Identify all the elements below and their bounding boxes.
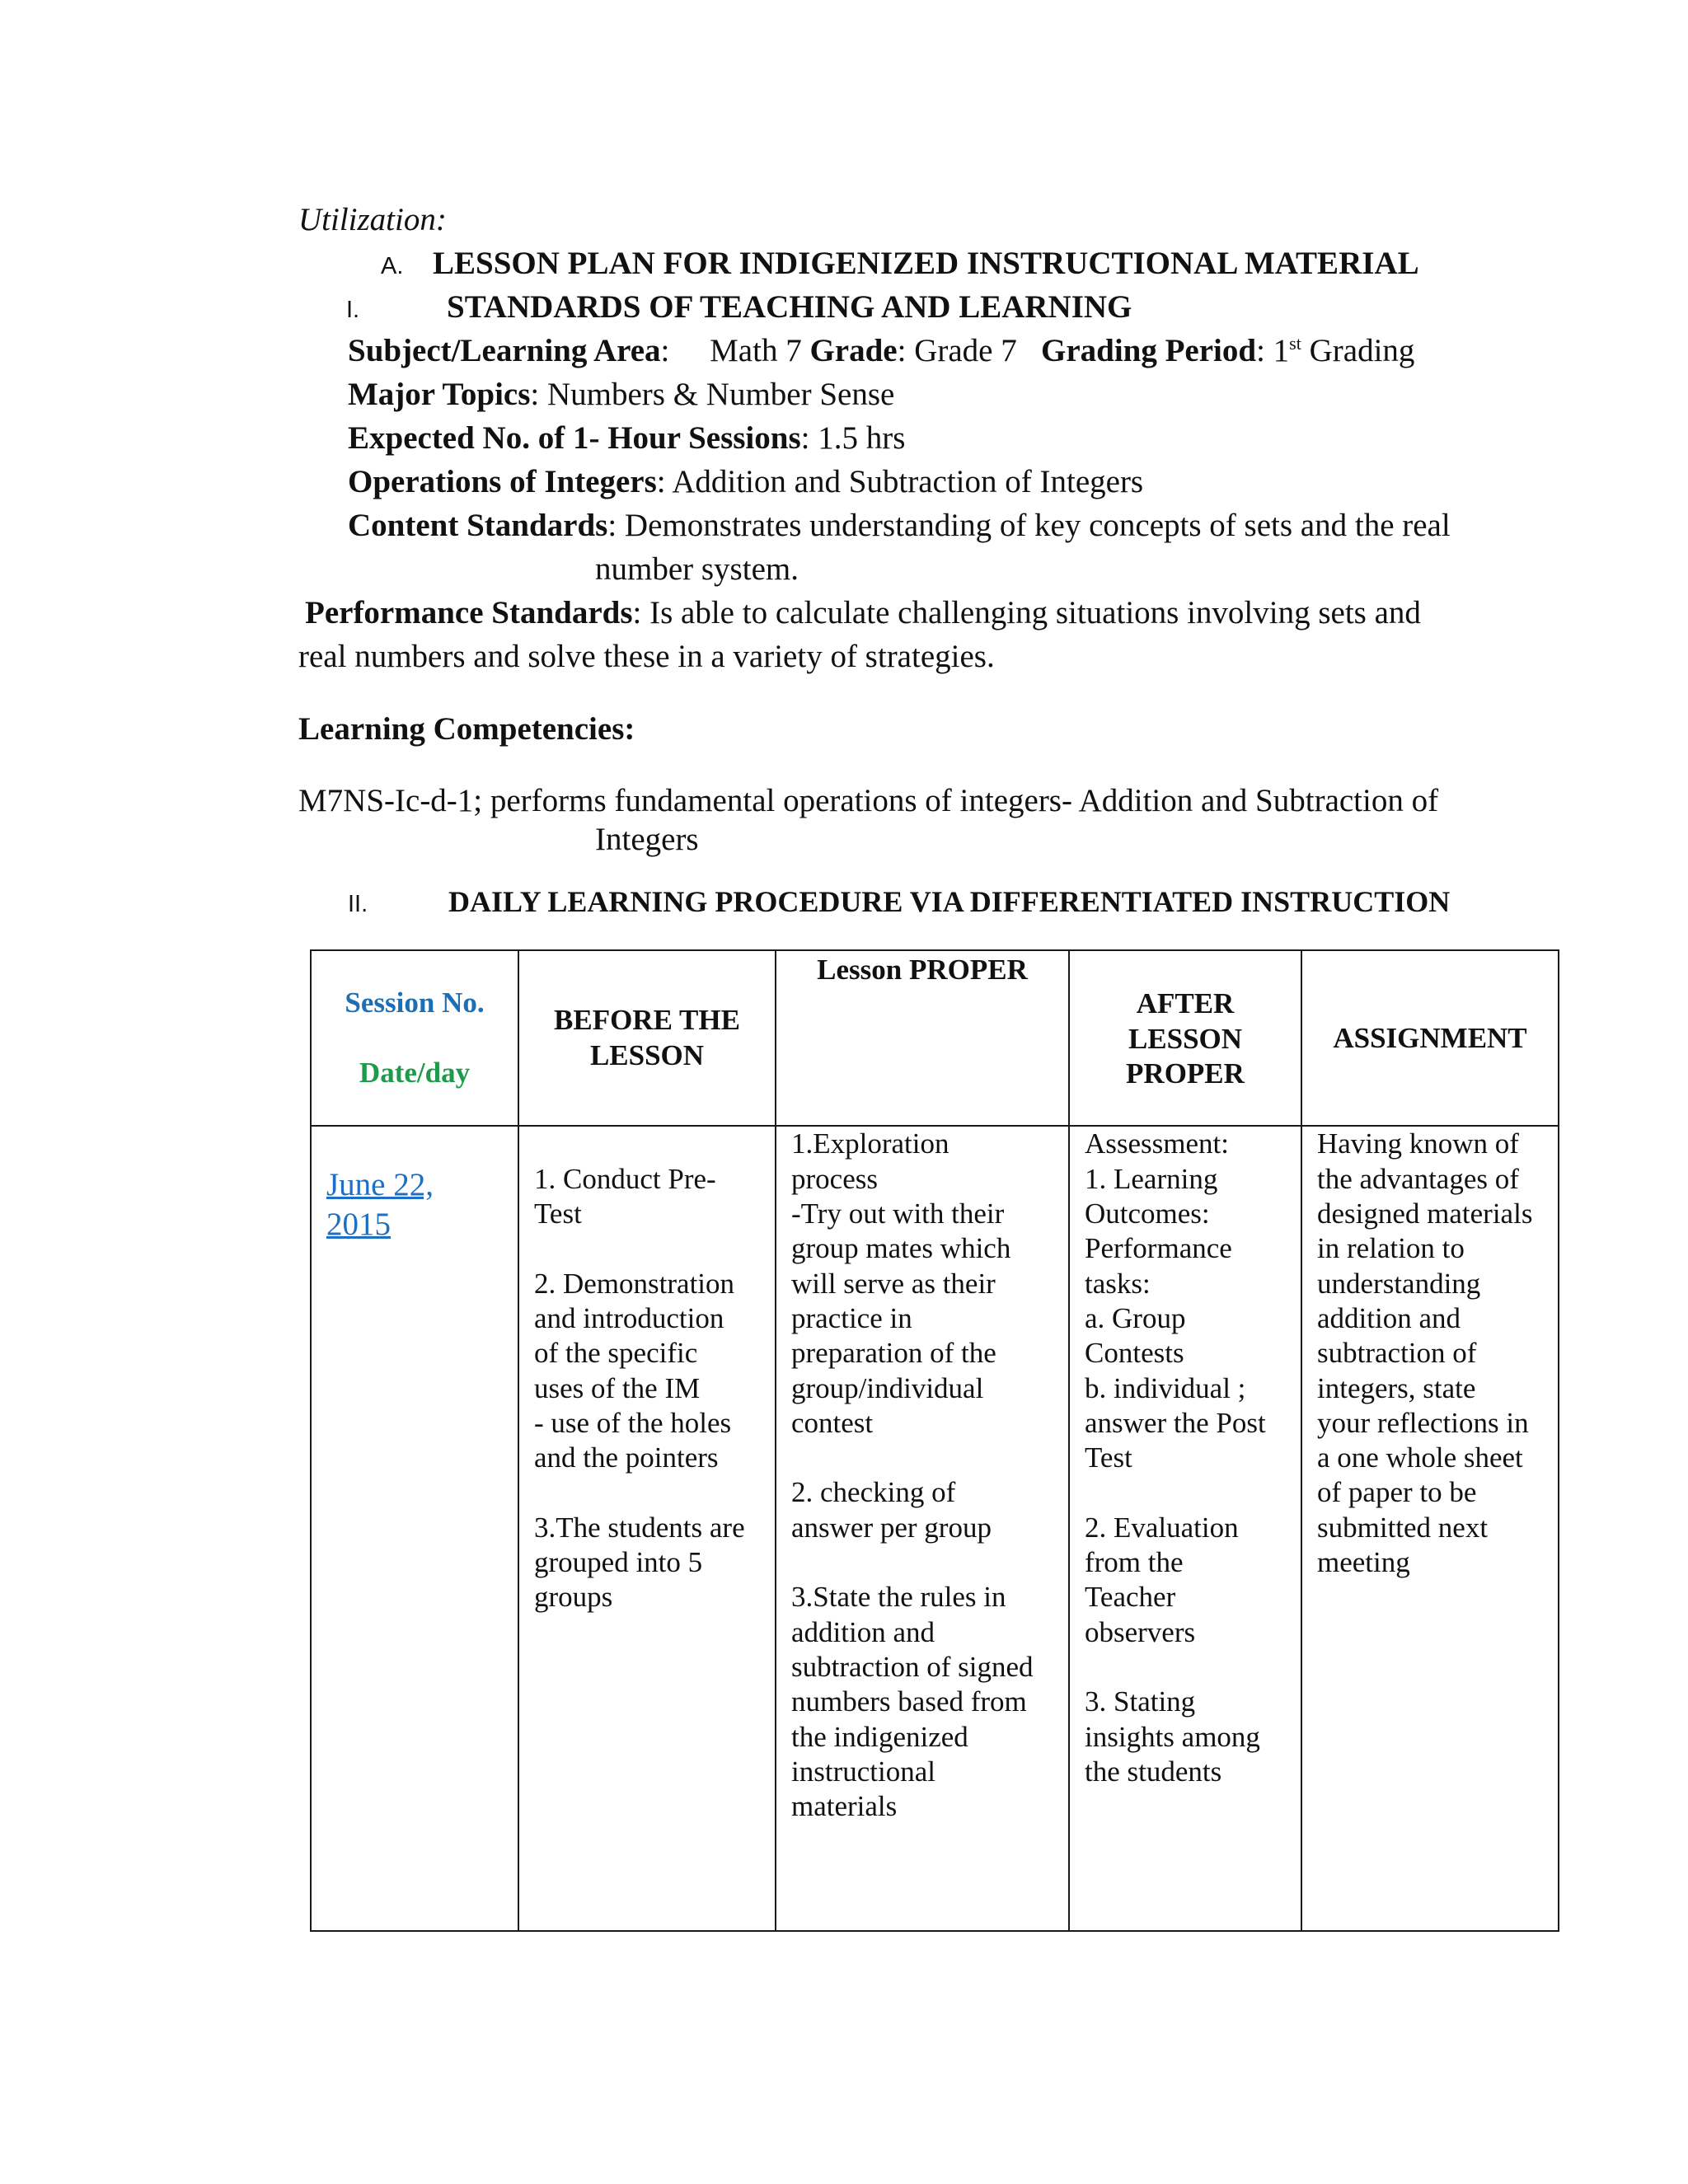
operations-label: Operations of Integers [348, 464, 657, 499]
learning-competency-continuation: Integers [595, 822, 699, 857]
performance-standards-continuation: real numbers and solve these in a variety of strategies. [298, 639, 995, 674]
table-row [311, 1126, 1559, 1931]
date-cell [311, 1126, 518, 1931]
content-standards-continuation: number system. [595, 551, 799, 587]
sessions-value: 1.5 hrs [818, 420, 906, 456]
before-lesson-cell: 1. Conduct Pre- Test 2. Demonstration and introduction of the specific uses of the IM - use of the holes and the pointers 3.The students are grouped into 5 groups [518, 1126, 776, 1931]
header-session-date [311, 950, 518, 1126]
major-topics-label: Major Topics [348, 377, 531, 412]
learning-competencies-heading: Learning Competencies: [298, 711, 635, 747]
section-ii-marker: II. [348, 891, 368, 917]
subject-value: Math 7 [710, 333, 802, 368]
subject-label: Subject/Learning Area [348, 333, 661, 368]
performance-standards-value: Is able to calculate challenging situations involving sets and [649, 595, 1421, 630]
daily-learning-procedure-table [310, 949, 1559, 1932]
assignment-cell: Having known of the advantages of designed materials in relation to understanding addition and subtraction of integers, state your reflections in a one whole sheet of paper to be submitted next meeting [1301, 1126, 1559, 1931]
grading-period-suffix: st [1289, 333, 1301, 354]
subject-line: Subject/Learning Area: Math 7 Grade: Grade 7 Grading Period: 1st Grading [348, 333, 1415, 368]
header-before-lesson: BEFORE THE LESSON [518, 950, 776, 1126]
content-standards-value: Demonstrates understanding of key concepts of sets and the real [624, 508, 1451, 543]
date-link[interactable]: June 22, 2015 [326, 1166, 434, 1242]
major-topics-value: Numbers & Number Sense [547, 377, 895, 412]
table-header-row [311, 950, 1559, 1126]
section-a-heading [381, 241, 1419, 288]
grading-period-label: Grading Period [1040, 333, 1257, 368]
grade-value: Grade 7 [914, 333, 1017, 368]
header-date-day: Date/day [359, 1056, 471, 1089]
section-i-title: STANDARDS OF TEACHING AND LEARNING [447, 289, 1132, 325]
performance-standards-line: Performance Standards: Is able to calculate challenging situations involving sets and [305, 595, 1421, 630]
section-ii-heading [348, 880, 1451, 926]
major-topics-line: Major Topics: Numbers & Number Sense [348, 377, 895, 412]
performance-standards-label: Performance Standards [305, 595, 633, 630]
utilization-label: Utilization: [298, 202, 447, 237]
section-a-marker: A. [381, 253, 404, 279]
grading-period-rest: Grading [1309, 333, 1415, 368]
header-after-lesson-proper: AFTER LESSON PROPER [1069, 950, 1301, 1126]
section-i-heading [346, 285, 1132, 332]
operations-line: Operations of Integers: Addition and Subtraction of Integers [348, 464, 1144, 499]
header-assignment: ASSIGNMENT [1301, 950, 1559, 1126]
grade-label: Grade [809, 333, 898, 368]
header-lesson-proper: Lesson PROPER [776, 950, 1069, 1126]
sessions-line: Expected No. of 1- Hour Sessions: 1.5 hrs [348, 420, 906, 456]
sessions-label: Expected No. of 1- Hour Sessions [348, 420, 801, 456]
grading-period-number: 1 [1273, 333, 1290, 368]
lesson-proper-cell: 1.Exploration process -Try out with their group mates which will serve as their practice in preparation of the group/individual contest 2. checking of answer per group 3.State the rules in addition and subtraction of signed numbers based from the indigenized instructional materials [776, 1126, 1069, 1931]
header-session-no: Session No. [345, 987, 485, 1019]
section-a-title: LESSON PLAN FOR INDIGENIZED INSTRUCTIONAL MATERIAL [433, 246, 1419, 281]
operations-value: Addition and Subtraction of Integers [672, 464, 1144, 499]
after-lesson-cell: Assessment: 1. Learning Outcomes: Performance tasks: a. Group Contests b. individual ; answer the Post Test 2. Evaluation from the Teacher observers 3. Stating insights among the students [1069, 1126, 1301, 1931]
section-ii-title: DAILY LEARNING PROCEDURE VIA DIFFERENTIATED INSTRUCTION [448, 885, 1451, 918]
content-standards-label: Content Standards [348, 508, 608, 543]
section-i-marker: I. [346, 297, 360, 323]
content-standards-line: Content Standards: Demonstrates understanding of key concepts of sets and the real [348, 508, 1451, 543]
learning-competency-text: M7NS-Ic-d-1; performs fundamental operations of integers- Addition and Subtraction of [298, 783, 1439, 818]
